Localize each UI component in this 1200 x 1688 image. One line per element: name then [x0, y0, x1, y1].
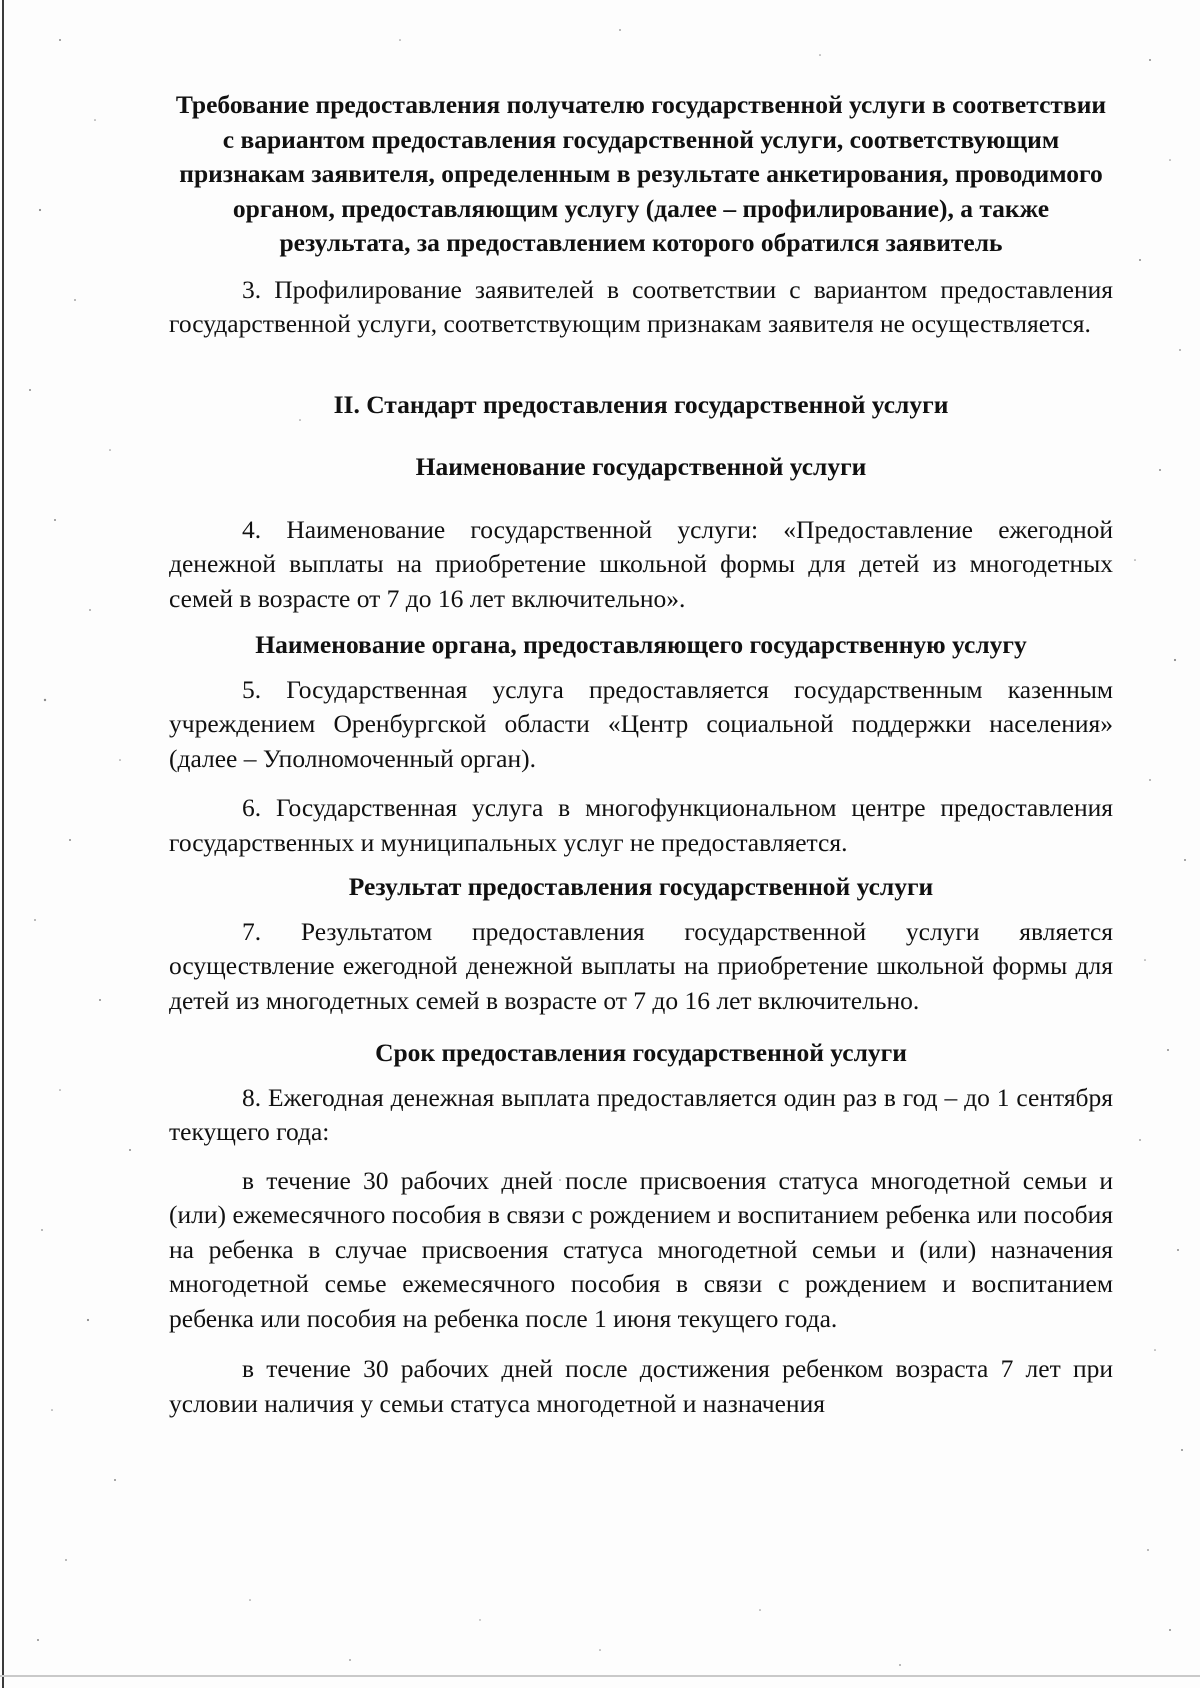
paragraph-8: 8. Ежегодная денежная выплата предоставляется один раз в год – до 1 сентября текущего года:	[169, 1082, 1113, 1146]
section-2-title: II. Стандарт предоставления государственной услуги	[333, 389, 949, 419]
paragraph-6: 6. Государственная услуга в многофункциональном центре предоставления государственных и муниципальных услуг не предоставляется.	[169, 793, 1113, 857]
paragraph-8-item-b: в течение 30 рабочих дней после достижения ребенком возраста 7 лет при условии наличия у семьи статуса многодетной и назначения	[169, 1354, 1113, 1418]
document-body	[169, 88, 1113, 1421]
heading-profiling: Требование предоставления получателю государственной услуги в соответствии с вариантом предоставления государственной услуги, соответствующим признакам заявителя, определенным в результате анкетирования, проводимого органом, предоставляющим услугу (далее – профилирование), а также результата, за предоставлением которого обратился заявитель	[175, 90, 1107, 257]
paragraph-4: 4. Наименование государственной услуги: «Предоставление ежегодной денежной выплаты на приобретение школьной формы для детей из многодетных семей в возрасте от 7 до 16 лет включительно».	[169, 514, 1113, 613]
paragraph-3: 3. Профилирование заявителей в соответствии с вариантом предоставления государственной услуги, соответствующим признакам заявителя не осуществляется.	[169, 274, 1113, 338]
paragraph-7: 7. Результатом предоставления государственной услуги является осуществление ежегодной денежной выплаты на приобретение школьной формы для детей из многодетных семей в возрасте от 7 до 16 лет включительно.	[169, 916, 1113, 1015]
heading-term: Срок предоставления государственной услуги	[375, 1038, 907, 1067]
heading-agency: Наименование органа, предоставляющего государственную услугу	[255, 630, 1027, 659]
heading-service-name: Наименование государственной услуги	[415, 452, 867, 481]
paragraph-8-item-a: в течение 30 рабочих дней после присвоения статуса многодетной семьи и (или) ежемесячного пособия в связи с рождением и воспитанием ребенка или пособия на ребенка в случае присвоения статуса многодетной семьи и (или) назначения многодетной семье ежемесячного пособия в связи с рождением и воспитанием ребенка или пособия на ребенка после 1 июня текущего года.	[169, 1165, 1113, 1333]
heading-result: Результат предоставления государственной услуги	[348, 872, 934, 901]
paragraph-5: 5. Государственная услуга предоставляется государственным казенным учреждением Оренбургской области «Центр социальной поддержки населения» (далее – Уполномоченный орган).	[169, 674, 1113, 773]
